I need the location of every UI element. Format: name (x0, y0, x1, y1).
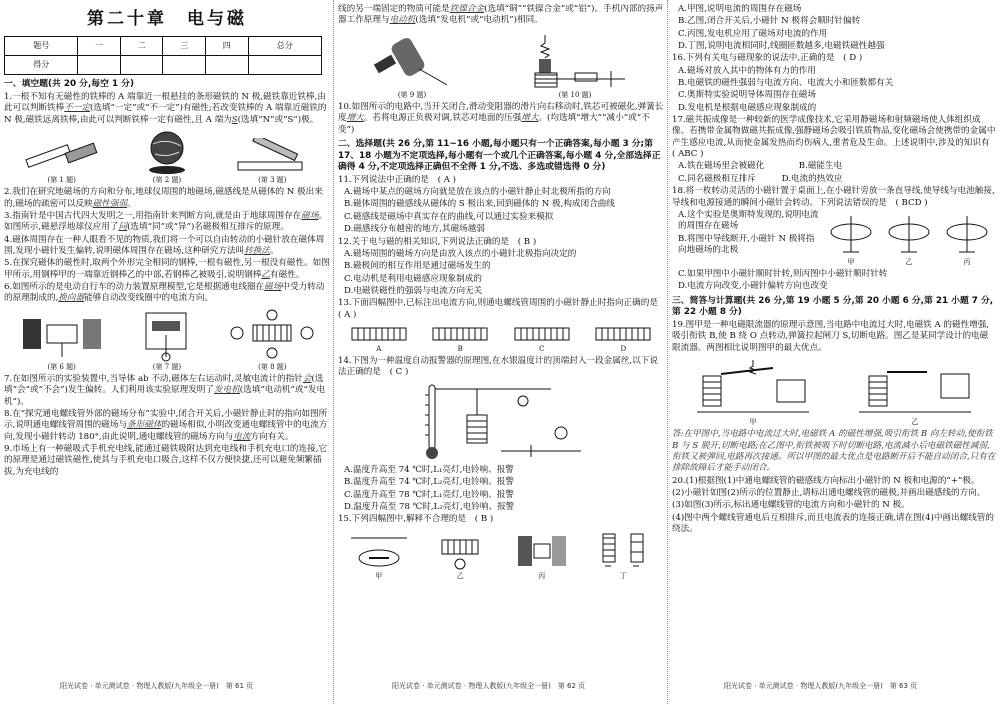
question-7: 7.在如图所示的实验装置中,当导体 ab 不动,磁体左右运动时,灵敏电流计的指针会(选填“会”或“不会”)发生偏转。人们利用该实验原理发明了发电机(选填“电动机”或“发电机”)。 (4, 373, 326, 407)
figure-9: (第 9 题) (367, 29, 457, 100)
option: A.磁场中某点的磁场方向就是放在该点的小磁针静止时北极所指的方向 (344, 187, 611, 198)
option-pair: C.同名磁极相互排斥 D.电流的热效应 (678, 173, 843, 184)
score-head: 题号 (5, 37, 78, 56)
score-head: 一 (78, 37, 121, 56)
question-6: 6.如图所示的是电动自行车的动力装置原理模型,它是根据通电线圈在磁场中受力转动的原理制成的,换向器能够自动改变线圈中的电流方向。 (4, 282, 325, 304)
option: D.磁感线分布越密的地方,其磁场越弱 (344, 224, 485, 235)
page-62 (338, 4, 664, 676)
figure-13 (338, 323, 664, 354)
page-footer: 阳光试卷 · 单元测试卷 · 物理人教版(九年级全一册) 第 63 页 (724, 682, 918, 690)
steel-bar-diagram (232, 138, 312, 176)
section-heading: 一、填空题(共 20 分,每空 1 分) (4, 79, 134, 90)
figure-19-a: 甲 (693, 356, 813, 427)
figure-row-9-10 (338, 29, 664, 100)
magnet-coil-icon (510, 528, 574, 572)
option: A.磁场周围的磁场方向是由放入该点的小磁针北极指向决定的 (344, 248, 577, 259)
electromagnet-spring-diagram (515, 29, 635, 91)
question-3: 3.指南针是中国古代四大发明之一,用指南针来判断方向,就是由于地球周围存在磁场。如图所示,磁悬浮地球仪应用了同(选填“同”或“异”)名磁极相互排斥的原理。 (4, 211, 328, 233)
figure-7: (第 7 题) (132, 307, 202, 372)
chapter-title: 第二十章 电与磁 (87, 9, 247, 29)
score-head: 三 (163, 37, 206, 56)
question-20-2: (2)小磁针如图(2)所示的位置静止,请标出通电螺线管的磁极,并画出磁感线的方向。 (672, 487, 986, 498)
option: B.磁极间的相互作用是通过磁场发生的 (344, 261, 491, 272)
figure-18-b: 乙 (883, 212, 935, 267)
figure-6: (第 6 题) (17, 307, 107, 372)
figure-10: (第 10 题) (515, 29, 635, 100)
figure-15-a: 甲 (347, 528, 411, 581)
option: C.磁感线是磁场中真实存在的曲线,可以通过实验来模拟 (344, 211, 554, 222)
wire-needle-icon (941, 212, 993, 258)
question-18-block (672, 210, 996, 269)
solenoid-compass-diagram (227, 307, 317, 363)
solenoid-icon (588, 323, 658, 345)
question-1: 1.一根不知有无磁性的铁棒的 A 端靠近一根悬挂的条形磁铁的 N 极,磁铁靠近铁棒,由此可以判断铁棒不一定(选填“一定”或“不一定”)有磁性;若改变铁棒的 A 端靠近磁铁的 N 极,磁铁远离铁棒,由此可以判断铁棒一定有磁性,且 A 端为S(选填“N”或“S”)极。 (4, 92, 327, 125)
question-19: 19.图甲是一种电磁限流器的原理示意图,当电路中电流过大时,电磁铁 A 的磁性增强,吸引衔铁 B,使 B 绕 O 点转动,弹簧拉起闸刀 S,切断电路。图乙是某同学设计的电磁限流器。两图相比说明图甲的最大优点。 (672, 319, 990, 353)
page-footer: 阳光试卷 · 单元测试卷 · 物理人教版(九年级全一册) 第 61 页 (60, 682, 254, 690)
figure-18-c: 丙 (941, 212, 993, 267)
column-divider (333, 0, 334, 704)
option: A.这个实验是奥斯特发现的,说明电流的周围存在磁场 (678, 209, 819, 232)
wire-needle-icon (825, 212, 877, 258)
option: B.磁体周围的磁感线从磁体的 S 极出来,回到磁体的 N 极,构成闭合曲线 (344, 199, 615, 210)
generator-diagram (132, 307, 202, 363)
score-cell[interactable] (248, 56, 322, 75)
question-2: 2.我们在研究地磁场的方向和分布,地球仪周围的地磁场,磁感线是从磁体的 N 极出来的,磁场的疏密可以反映磁性强弱。 (4, 187, 323, 209)
solenoid-option: C (507, 323, 577, 354)
figure-8: (第 8 题) (227, 307, 317, 372)
question-12: 12.关于电与磁的相关知识,下列说法正确的是 ( B ) (338, 236, 537, 247)
coil-compass-icon (428, 528, 492, 572)
option: A.甲图,说明电流的周围存在磁场 (678, 4, 802, 14)
solenoid-option: A (344, 323, 414, 354)
question-17: 17.磁共振成像是一种较新的医学成像技术,它采用静磁场和射频磁场使人体组织成像。若携带金属物做磁共振成像,强静磁场会吸引铁质物品,变化磁场会使携带的金属中产生感应电流,从而使金属发热而灼伤病人,重者危及生命。上述说明中,涉及的知识有 ( ABC ) (672, 115, 996, 160)
question-18: 18.将一枚转动灵活的小磁针置于桌面上,在小磁针旁放一条直导线,使导线与电池触接,导线和电源接通的瞬间小磁针会转动。下列说法错误的是 ( BCD ) (672, 186, 995, 208)
option: C.丙图,发电机应用了磁场对电流的作用 (678, 28, 828, 39)
solenoid-icon (425, 323, 495, 345)
question-20-1: 20.(1)根据图(1)中通电螺线管的磁感线方向标出小磁针的 N 极和电源的“+”极。 (672, 475, 980, 486)
option: B.将图中导线断开,小磁针 N 极将指向地磁场的北极 (678, 233, 815, 255)
option: B.电磁铁的磁性强弱与电流方向、电流大小和匝数都有关 (678, 78, 894, 89)
answer-19: 答:在甲图中,当电路中电流过大时,电磁铁 A 的磁性增强,吸引衔铁 B 向左转动,使衔铁 B 与 S 脱开,切断电路;在乙图中,衔铁被吸下时切断电路,电流减小后电磁铁磁性减弱,衔铁又被弹回,电路再次接通。所以甲图的最大优点是电路断开后不能自动闭合,只有在排除故障后才能手动闭合。 (672, 429, 996, 474)
section-heading: 二、选择题(共 26 分,第 11~16 小题,每小题只有一个正确答案,每小题 3 分;第 17、18 小题为不定项选择,每小题有一个或几个正确答案,每小题 4 分,全部选择正确得 4 分,不定项选择正确但不全得 1 分,不选、多选或错选得 0 分) (338, 138, 661, 173)
magnet-bar-diagram (22, 138, 102, 176)
question-14: 14.下图为一种温度自动报警器的原理图,在水银温度计的顶端封入一段金属丝,以下说法正确的是 ( C ) (338, 356, 658, 378)
wire-needle-icon (883, 212, 935, 258)
section-heading: 三、简答与计算题(共 26 分,第 19 小题 5 分,第 20 小题 6 分,第 21 小题 7 分,第 22 小题 8 分) (672, 295, 994, 318)
option: A.温度升高至 74 ℃时,L₁亮灯,电铃响、报警 (344, 464, 514, 475)
figure-row-1 (4, 128, 330, 185)
electromagnets-icon (591, 528, 655, 572)
option: B.乙图,闭合开关后,小磁针 N 极将会顺时针偏转 (678, 16, 861, 27)
question-18-options (672, 210, 822, 269)
solenoid-icon (344, 323, 414, 345)
option: C.如果甲图中小磁针顺时针转,则丙图中小磁针顺时针转 (678, 269, 888, 280)
question-20-4: (4)图中两个螺线管通电后互相排斥,而且电流表的连接正确,请在图(4)中画出螺线管的绕法。 (672, 512, 994, 534)
score-cell[interactable] (205, 56, 248, 75)
option-pair: A.铁在磁场里会被磁化 B.磁能生电 (678, 161, 843, 172)
score-cell[interactable] (78, 56, 121, 75)
question-9: 9.市场上有一种磁吸式手机充电线,能通过磁铁吸附达到充电线和手机充电口的连接,它的原理是通过磁铁磁性,使其与手机充电口吸合,这样不仅方便快捷,还可以避免频繁插拔,为充电线的 (4, 444, 328, 477)
option: D.电磁铁磁性的强弱与电流方向无关 (344, 285, 483, 296)
score-cell[interactable] (120, 56, 163, 75)
score-head: 总分 (248, 37, 322, 56)
figure-row-2 (4, 307, 330, 372)
figure-2: (第 2 题) (137, 128, 197, 185)
figure-19-b: 乙 (855, 356, 975, 427)
option: C.电动机是利用电磁感应现象制成的 (344, 273, 482, 284)
question-13: 13.下面四幅图中,已标注出电流方向,则通电螺线管周围的小磁针静止时指向正确的是 ( A ) (338, 298, 658, 320)
option: D.温度升高至 78 ℃时,L₂亮灯,电铃响、报警 (344, 501, 515, 512)
figure-15 (338, 528, 664, 581)
figure-15-d: 丁 (591, 528, 655, 581)
option: C.奥斯特实验说明导体周围存在磁场 (678, 90, 816, 101)
solenoid-option: B (425, 323, 495, 354)
figure-18 (822, 212, 996, 267)
question-20-3: (3)如图(3)所示,标出通电螺线管的电流方向和小磁针的 N 极。 (672, 500, 910, 511)
question-16: 16.下列有关电与磁现象的说法中,正确的是 ( D ) (672, 53, 863, 64)
question-11: 11.下列说法中正确的是 ( A ) (338, 174, 457, 185)
score-row-label: 得分 (5, 56, 78, 75)
current-limiter-diagram (855, 356, 975, 418)
question-15: 15.下列四幅图中,解释不合理的是 ( B ) (338, 514, 494, 525)
question-4: 4.磁体周围存在一种人眼看不见的物质,我们将一个可以自由转动的小磁针放在磁体周围,发现小磁针发生偏转,说明磁体周围存在磁场,这种研究方法叫转换法。 (4, 234, 325, 257)
option: B.温度升高至 74 ℃时,L₂亮灯,电铃响、报警 (344, 477, 514, 488)
solenoid-option: D (588, 323, 658, 354)
figure-18-a: 甲 (825, 212, 877, 267)
question-5: 5.在探究磁体的磁性时,取两个外形完全相同的钢棒,一根有磁性,另一根没有磁性。如图甲所示,用钢棒甲的一端靠近钢棒乙的中部,若钢棒乙被吸引,说明钢棒乙有磁性。 (4, 258, 330, 280)
question-10: 10.如图所示的电路中,当开关闭合,滑动变阻器的滑片向右移动时,铁芯可被磁化,弹簧长度增大。若将电源正负极对调,铁芯对地面的压强增大。(均选填“增大”“减小”或“不变”) (338, 101, 664, 135)
option: D.电流方向改变,小磁针偏转方向也改变 (678, 281, 828, 292)
option: A.磁场对放入其中的物体有力的作用 (678, 65, 816, 76)
question-9-continued: 线的另一端固定的物质可能是铁镍合金(选填“铜”“铁镍合金”或“铝”)。手机內部的扬声器工作原理与电动机(选填“发电机”或“电动机”)相同。 (338, 4, 664, 26)
figure-15-c: 丙 (510, 528, 574, 581)
option: C.温度升高至 78 ℃时,L₁亮灯,电铃响、报警 (344, 489, 514, 500)
column-divider (667, 0, 668, 704)
question-8: 8.在“探究通电螺线管外部的磁场分布”实验中,闭合开关后,小磁针静止时的指向如图所示,说明通电螺线管周围的磁场与条形磁体的磁场相似,小明改变通电螺线管中的电流方向,发现小磁针转动 180°,由此说明,通电螺线管的磁场方向与电流方向有关。 (4, 409, 328, 442)
current-limiter-diagram (693, 356, 813, 418)
figure-3: (第 3 题) (232, 138, 312, 185)
figure-14 (338, 381, 664, 463)
page-footer: 阳光试卷 · 单元测试卷 · 物理人教版(九年级全一册) 第 62 页 (392, 682, 586, 690)
score-head: 四 (205, 37, 248, 56)
page-61 (4, 4, 330, 676)
score-table (4, 36, 322, 75)
figure-1: (第 1 题) (22, 138, 102, 185)
score-head: 二 (120, 37, 163, 56)
figure-15-b: 乙 (428, 528, 492, 581)
option: D.丁图,说明电流相同时,线圈匝数越多,电磁铁磁性越强 (678, 41, 885, 52)
page-63 (672, 4, 996, 676)
globe-diagram (137, 128, 197, 176)
wire-compass-icon (347, 528, 411, 572)
motor-model-diagram (17, 307, 107, 363)
solenoid-icon (507, 323, 577, 345)
magnetic-charger-diagram (367, 29, 457, 91)
temperature-alarm-diagram (411, 381, 591, 463)
score-cell[interactable] (163, 56, 206, 75)
option: D.发电机是根据电磁感应现象制成的 (678, 102, 817, 113)
figure-19 (672, 356, 996, 427)
